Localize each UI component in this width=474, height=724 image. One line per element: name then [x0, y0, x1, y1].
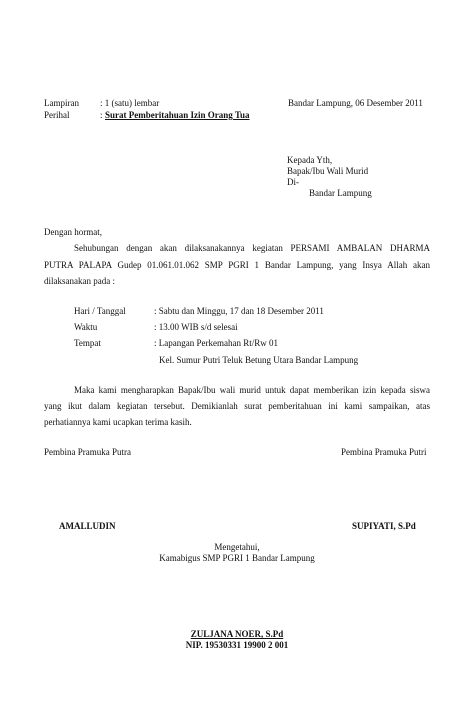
- recipient-line-1: Kepada Yth,: [287, 155, 333, 165]
- recipient-line-4: Bandar Lampung: [309, 188, 372, 198]
- paragraph-2-line-1: Maka kami mengharapkan Bapak/Ibu wali murid untuk dapat memberikan izin kepada siswa: [74, 385, 430, 395]
- principal-name: ZULJANA NOER, S.Pd: [190, 629, 284, 639]
- paragraph-2-line-2: yang ikut dalam kegiatan tersebut. Demikianlah surat pemberitahuan ini kami sampaikan, atas: [44, 401, 430, 411]
- detail-value-time: : 13.00 WIB s/d selesai: [154, 322, 238, 332]
- paragraph-2-line-3: perhatiannya kami ucapkan terima kasih.: [44, 417, 192, 427]
- lampiran-label: Lampiran: [44, 98, 79, 108]
- detail-value-place: : Lapangan Perkemahan Rt/Rw 01: [154, 338, 278, 348]
- greeting: Dengan hormat,: [44, 227, 102, 237]
- acknowledged-label: Mengetahui,: [214, 542, 260, 552]
- detail-value-place-line-2: Kel. Sumur Putri Teluk Betung Utara Bandar Lampung: [159, 355, 359, 365]
- paragraph-1-line-1: Sehubungan dengan akan dilaksanakannya kegiatan PERSAMI AMBALAN DHARMA: [74, 243, 430, 253]
- lampiran-value: : 1 (satu) lembar: [100, 98, 160, 108]
- detail-label-time: Waktu: [74, 322, 98, 332]
- paragraph-1-line-2: PUTRA PALAPA Gudep 01.061.01.062 SMP PGRI 1 Bandar Lampung, yang Insya Allah akan: [44, 260, 430, 270]
- recipient-line-2: Bapak/Ibu Wali Murid: [287, 166, 369, 176]
- signature-left-title: Pembina Pramuka Putra: [44, 447, 131, 457]
- principal-nip: NIP. 19530331 19900 2 001: [185, 640, 289, 650]
- perihal-colon: :: [100, 110, 103, 120]
- recipient-line-3: Di-: [287, 177, 299, 187]
- signature-left-name: AMALLUDIN: [59, 521, 116, 531]
- signature-right-name: SUPIYATI, S.Pd: [352, 521, 416, 531]
- detail-value-date: : Sabtu dan Minggu, 17 dan 18 Desember 2011: [154, 306, 324, 316]
- acknowledged-title: Kamabigus SMP PGRI 1 Bandar Lampung: [159, 553, 315, 563]
- place-date: Bandar Lampung, 06 Desember 2011: [288, 98, 423, 108]
- detail-label-date: Hari / Tanggal: [74, 306, 126, 316]
- signature-right-title: Pembina Pramuka Putri: [341, 447, 427, 457]
- perihal-label: Perihal: [44, 110, 70, 120]
- detail-label-place: Tempat: [74, 338, 101, 348]
- perihal-value: Surat Pemberitahuan Izin Orang Tua: [105, 110, 250, 120]
- paragraph-1-line-3: dilaksanakan pada :: [44, 276, 115, 286]
